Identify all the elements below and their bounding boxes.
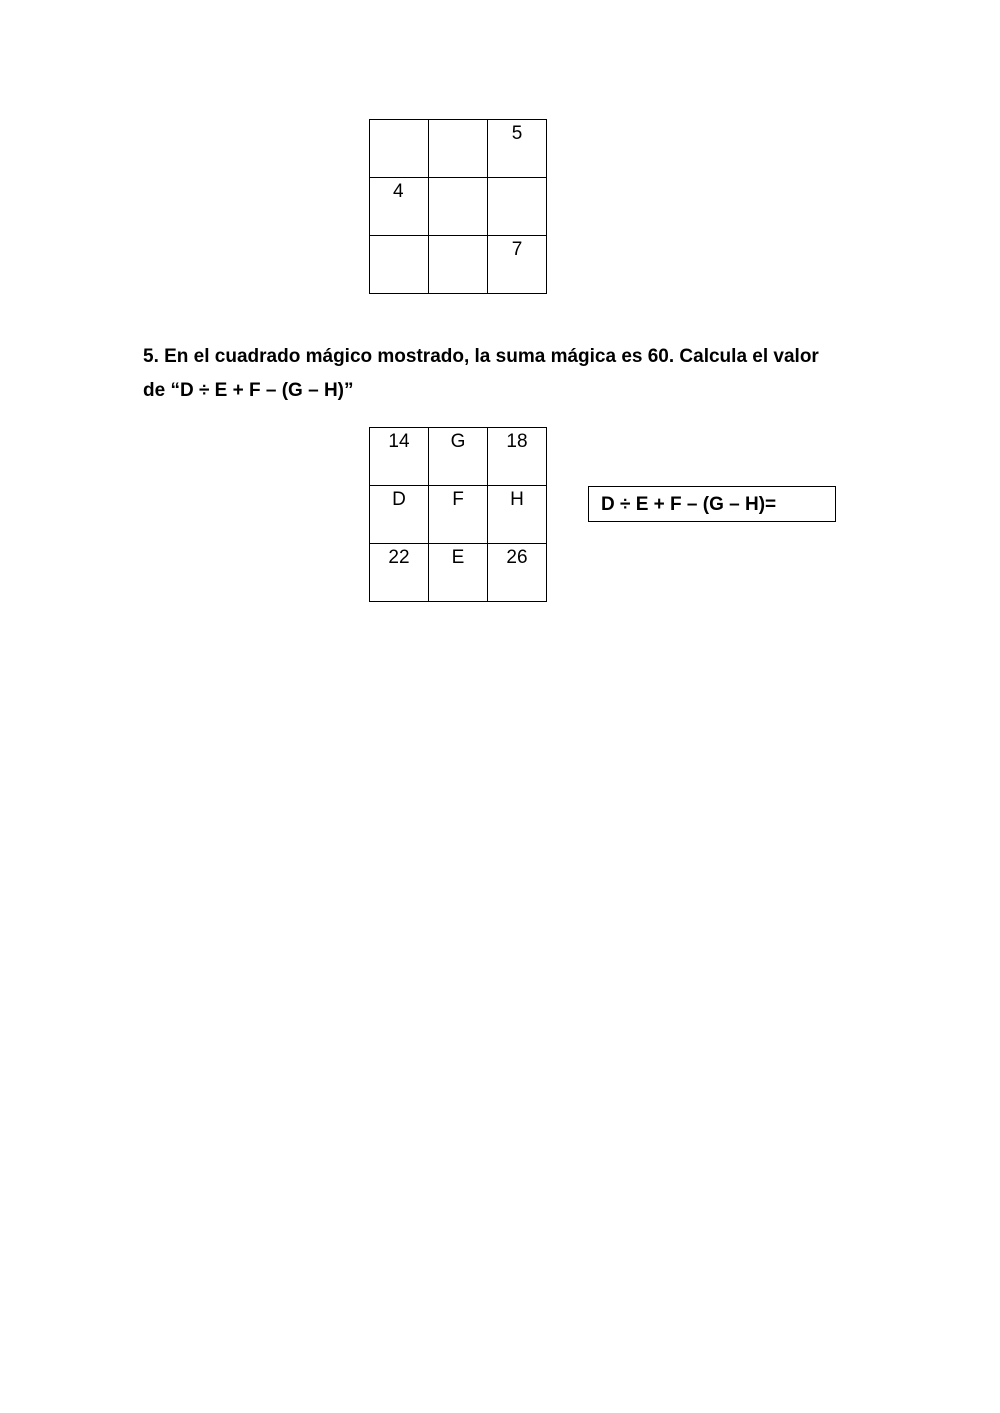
cell-value: 5: [511, 123, 523, 144]
answer-label: D ÷ E + F – (G – H)=: [601, 494, 777, 515]
cell-value: 26: [506, 547, 528, 568]
grid-row: [370, 236, 547, 294]
cell-value: [370, 236, 428, 240]
grid-cell: [429, 178, 488, 236]
question-line-2: de “D ÷ E + F – (G – H)”: [143, 380, 354, 401]
grid-cell: [370, 120, 429, 178]
grid-cell: [370, 236, 429, 294]
cell-value: [429, 236, 487, 240]
cell-value: 7: [511, 239, 523, 260]
grid-cell: [370, 544, 429, 602]
grid-cell: [488, 428, 547, 486]
grid-row: [370, 486, 547, 544]
grid-cell: [488, 486, 547, 544]
grid-cell: [429, 544, 488, 602]
grid-row: [370, 120, 547, 178]
grid-cell: [429, 428, 488, 486]
grid-cell: [370, 178, 429, 236]
grid-row: [370, 428, 547, 486]
cell-value: E: [451, 547, 465, 568]
grid-cell: [488, 178, 547, 236]
magic-square-grid-2: [369, 427, 547, 602]
cell-value: [429, 120, 487, 124]
grid-cell: [488, 120, 547, 178]
cell-value: [488, 178, 546, 182]
question-5: [143, 340, 883, 408]
grid-cell: [488, 544, 547, 602]
grid-cell: [488, 236, 547, 294]
magic-square-grid-1: [369, 119, 547, 294]
grid-cell: [370, 428, 429, 486]
grid-cell: [370, 486, 429, 544]
question-line-1: 5. En el cuadrado mágico mostrado, la suma mágica es 60. Calcula el valor: [143, 346, 819, 367]
grid-cell: [429, 120, 488, 178]
cell-value: 4: [393, 181, 404, 202]
grid-row: [370, 178, 547, 236]
cell-value: H: [510, 489, 524, 510]
grid-cell: [429, 236, 488, 294]
cell-value: D: [392, 489, 406, 510]
cell-value: G: [450, 431, 466, 452]
answer-box[interactable]: [588, 486, 836, 522]
cell-value: 22: [388, 547, 410, 568]
grid-row: [370, 544, 547, 602]
cell-value: F: [452, 489, 464, 510]
cell-value: 18: [506, 431, 528, 452]
grid-cell: [429, 486, 488, 544]
cell-value: [370, 120, 428, 124]
cell-value: 14: [388, 431, 410, 452]
cell-value: [429, 178, 487, 182]
